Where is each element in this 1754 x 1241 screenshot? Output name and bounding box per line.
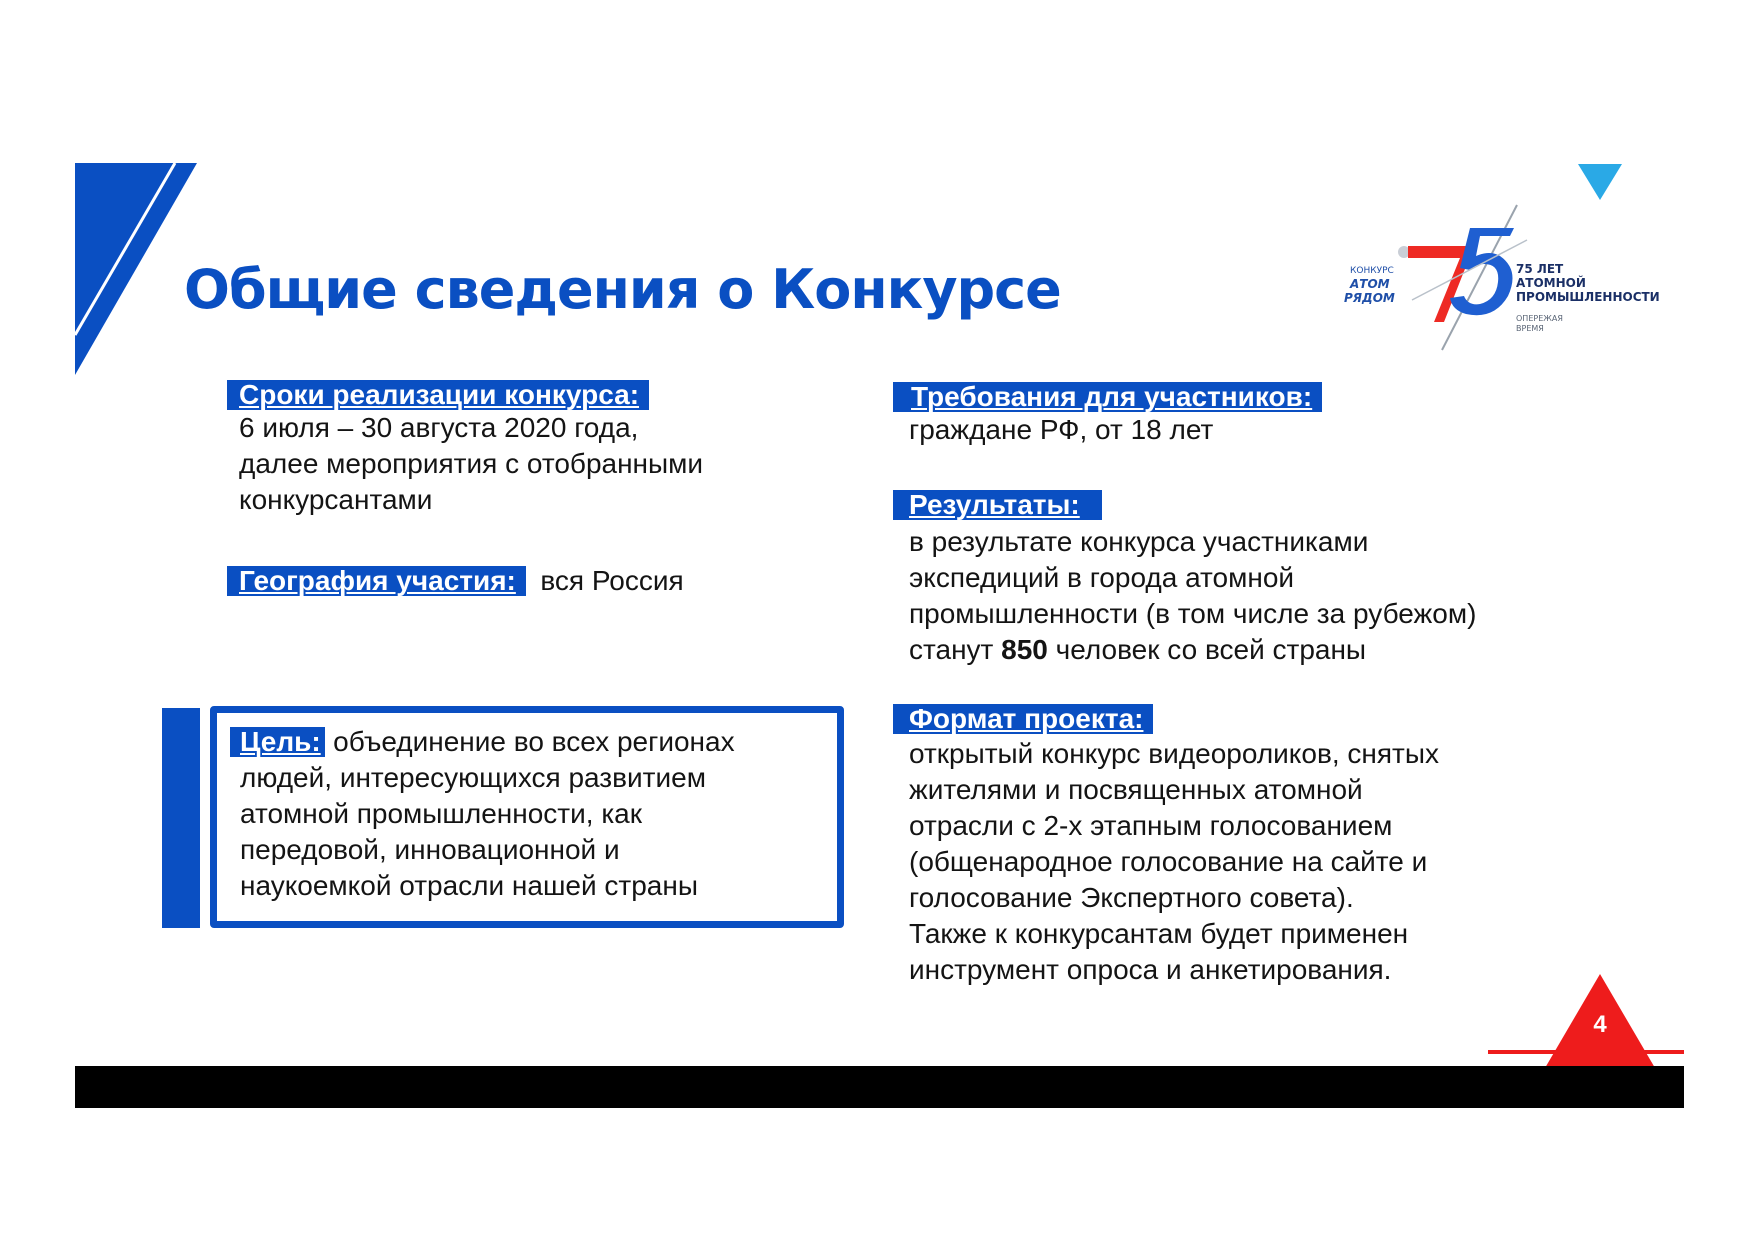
format-line: отрасли с 2-х этапным голосованием [909, 810, 1393, 841]
format-line: Также к конкурсантам будет применен [909, 918, 1409, 949]
goal-line: наукоемкой отрасли нашей страны [240, 870, 698, 901]
goal-line: людей, интересующихся развитием [240, 762, 706, 793]
format-label: Формат проекта: [893, 704, 1153, 734]
results-line: экспедиций в города атомной [909, 562, 1295, 593]
logo-konkurs-text: КОНКУРС [1350, 266, 1394, 276]
results-number: 850 [1001, 634, 1048, 665]
logo-industry-line2: ПРОМЫШЛЕННОСТИ [1516, 290, 1660, 304]
geography-label: География участия: [227, 566, 526, 596]
dates-label: Сроки реализации конкурса: [227, 380, 649, 410]
format-line: (общенародное голосование на сайте и [909, 846, 1428, 877]
dates-line: далее мероприятия с отобранными [239, 448, 704, 479]
footer-bar [75, 1066, 1684, 1108]
format-line: инструмент опроса и анкетирования. [909, 954, 1392, 985]
geography-section [227, 563, 684, 599]
logo-slogan-line1: ОПЕРЕЖАЯ [1516, 314, 1563, 323]
format-line: жителями и посвященных атомной [909, 774, 1363, 805]
goal-label: Цель: [230, 727, 325, 757]
logo-industry-line1: АТОМНОЙ [1516, 276, 1586, 290]
goal-line: атомной промышленности, как [240, 798, 643, 829]
corner-slash-decoration [75, 163, 200, 375]
results-prefix: станут [909, 634, 1002, 665]
logo-years-text: 75 ЛЕТ [1516, 262, 1564, 276]
results-section [893, 490, 1476, 668]
dates-line: 6 июля – 30 августа 2020 года, [239, 412, 639, 443]
format-line: открытый конкурс видеороликов, снятых [909, 738, 1439, 769]
cyan-triangle-decoration [1578, 164, 1622, 200]
logo-atom-text: АТОМ [1350, 277, 1390, 291]
results-last-line [909, 632, 1476, 668]
results-suffix: человек со всей страны [1047, 634, 1367, 665]
goal-first-line: объединение во всех регионах [333, 726, 735, 757]
page-number: 4 [1593, 1011, 1607, 1038]
goal-line: передовой, инновационной и [240, 834, 620, 865]
logo-ryadom-text: РЯДОМ [1344, 291, 1395, 305]
geography-value: вся Россия [540, 565, 684, 596]
dates-section [227, 380, 703, 518]
results-line: промышленности (в том числе за рубежом) [909, 598, 1477, 629]
page-title: Общие сведения о Конкурсе [184, 258, 1061, 321]
results-line: в результате конкурса участниками [909, 526, 1369, 557]
logo-slogan-line2: ВРЕМЯ [1516, 324, 1544, 333]
requirements-section [893, 382, 1322, 448]
format-section [893, 704, 1439, 988]
dates-line: конкурсантами [239, 484, 433, 515]
requirements-label: Требования для участников: [893, 382, 1322, 412]
goal-accent-bar [162, 708, 200, 928]
goal-content [230, 724, 830, 904]
requirements-value: граждане РФ, от 18 лет [909, 414, 1214, 445]
logo-75-years [1330, 200, 1660, 360]
results-label: Результаты: [893, 490, 1102, 520]
format-line: голосование Экспертного совета). [909, 882, 1354, 913]
